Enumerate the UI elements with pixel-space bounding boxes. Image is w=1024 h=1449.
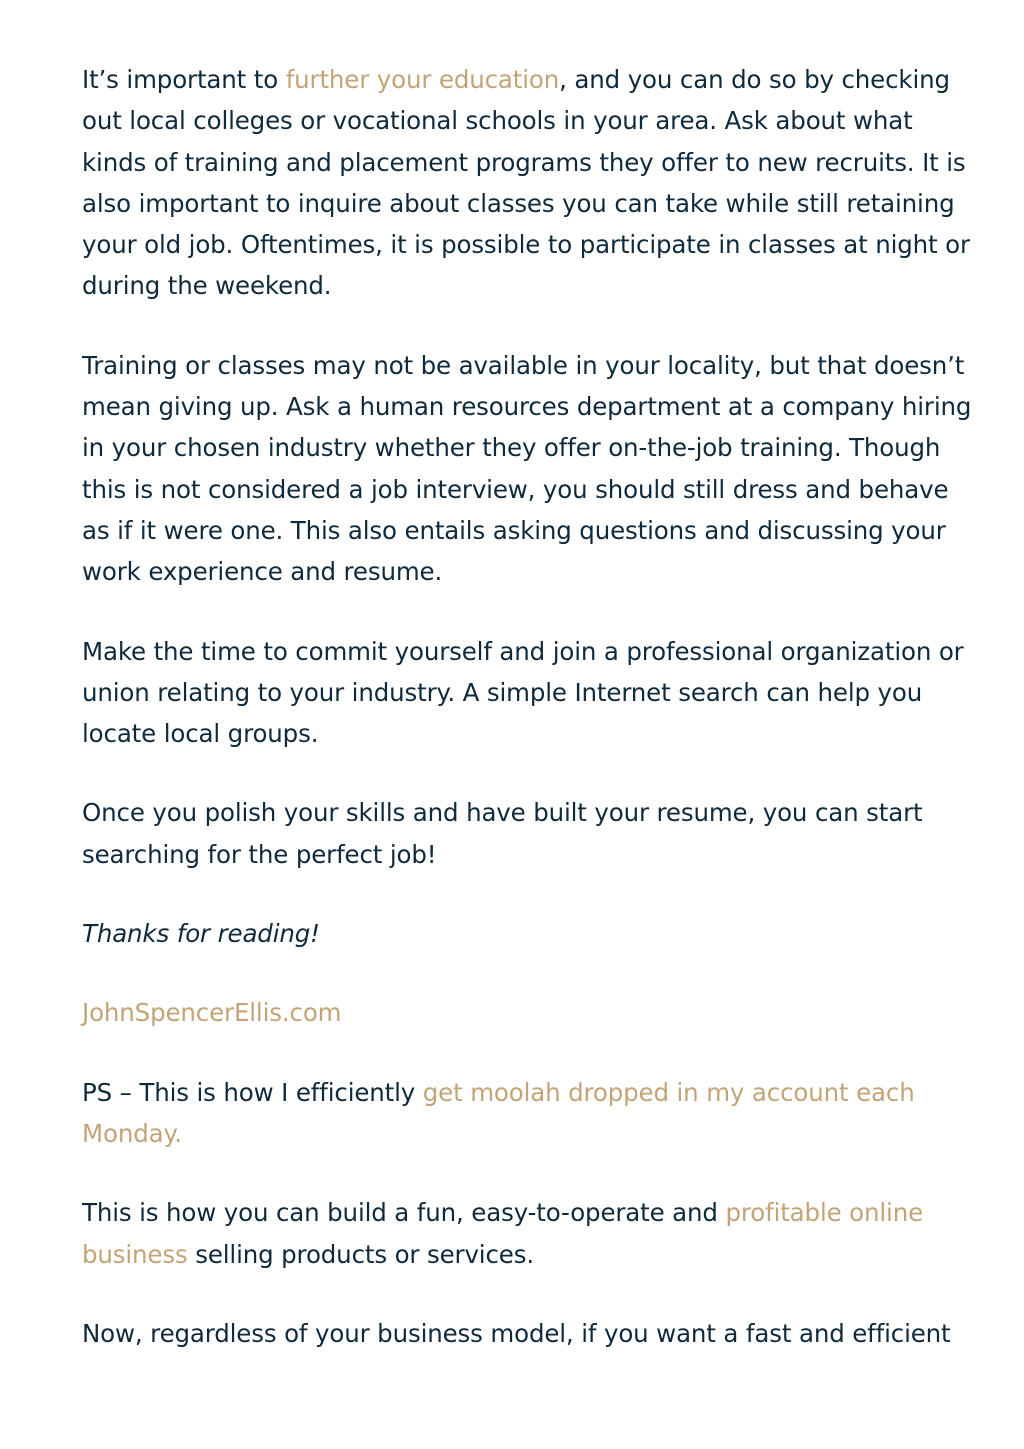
further-education-link[interactable]: further your education — [285, 65, 560, 94]
article-body — [82, 59, 972, 1392]
paragraph-business-model: Now, regardless of your business model, if you want a fast and efficient — [82, 1318, 951, 1348]
paragraph-education-text-2: , and you can do so by checking out local colleges or vocational schools in your area. Ask about what kinds of training and placement programs they offer to new recruits. It is also important to inquire about classes you can take while still retaining your old job. Oftentimes, it is possible to participate in classes at night or during the weekend. — [82, 65, 970, 301]
thanks-line — [82, 913, 972, 954]
paragraph-business-text-1: This is how you can build a fun, easy-to-operate and — [82, 1198, 726, 1228]
paragraph-education-text-1: It’s important to — [82, 65, 286, 94]
paragraph-ps — [82, 1072, 972, 1155]
thanks-text: Thanks for reading! — [82, 919, 320, 949]
moolah-link[interactable]: get moolah dropped in my account each Monday. — [82, 1077, 915, 1148]
paragraph-education — [82, 59, 972, 307]
online-business-link[interactable]: profitable online business — [82, 1198, 923, 1269]
paragraph-ps-text: PS – This is how I efficiently — [82, 1077, 423, 1107]
paragraph-business — [82, 1192, 972, 1275]
paragraph-job-search: Once you polish your skills and have built your resume, you can start searching for the perfect job! — [82, 798, 923, 869]
site-link[interactable]: JohnSpencerEllis.com — [82, 998, 342, 1028]
paragraph-training: Training or classes may not be available in your locality, but that doesn’t mean giving up. Ask a human resources department at a company hiring in your chosen industry whether they offer on-the-job training. Though this is not considered a job interview, you should still dress and behave as if it were one. This also entails asking questions and discussing your work experience and resume. — [82, 350, 972, 587]
paragraph-organization: Make the time to commit yourself and join a professional organization or union relating to your industry. A simple Internet search can help you locate local groups. — [82, 636, 964, 749]
paragraph-business-text-2: selling products or services. — [187, 1239, 534, 1269]
site-link-line — [82, 992, 972, 1033]
